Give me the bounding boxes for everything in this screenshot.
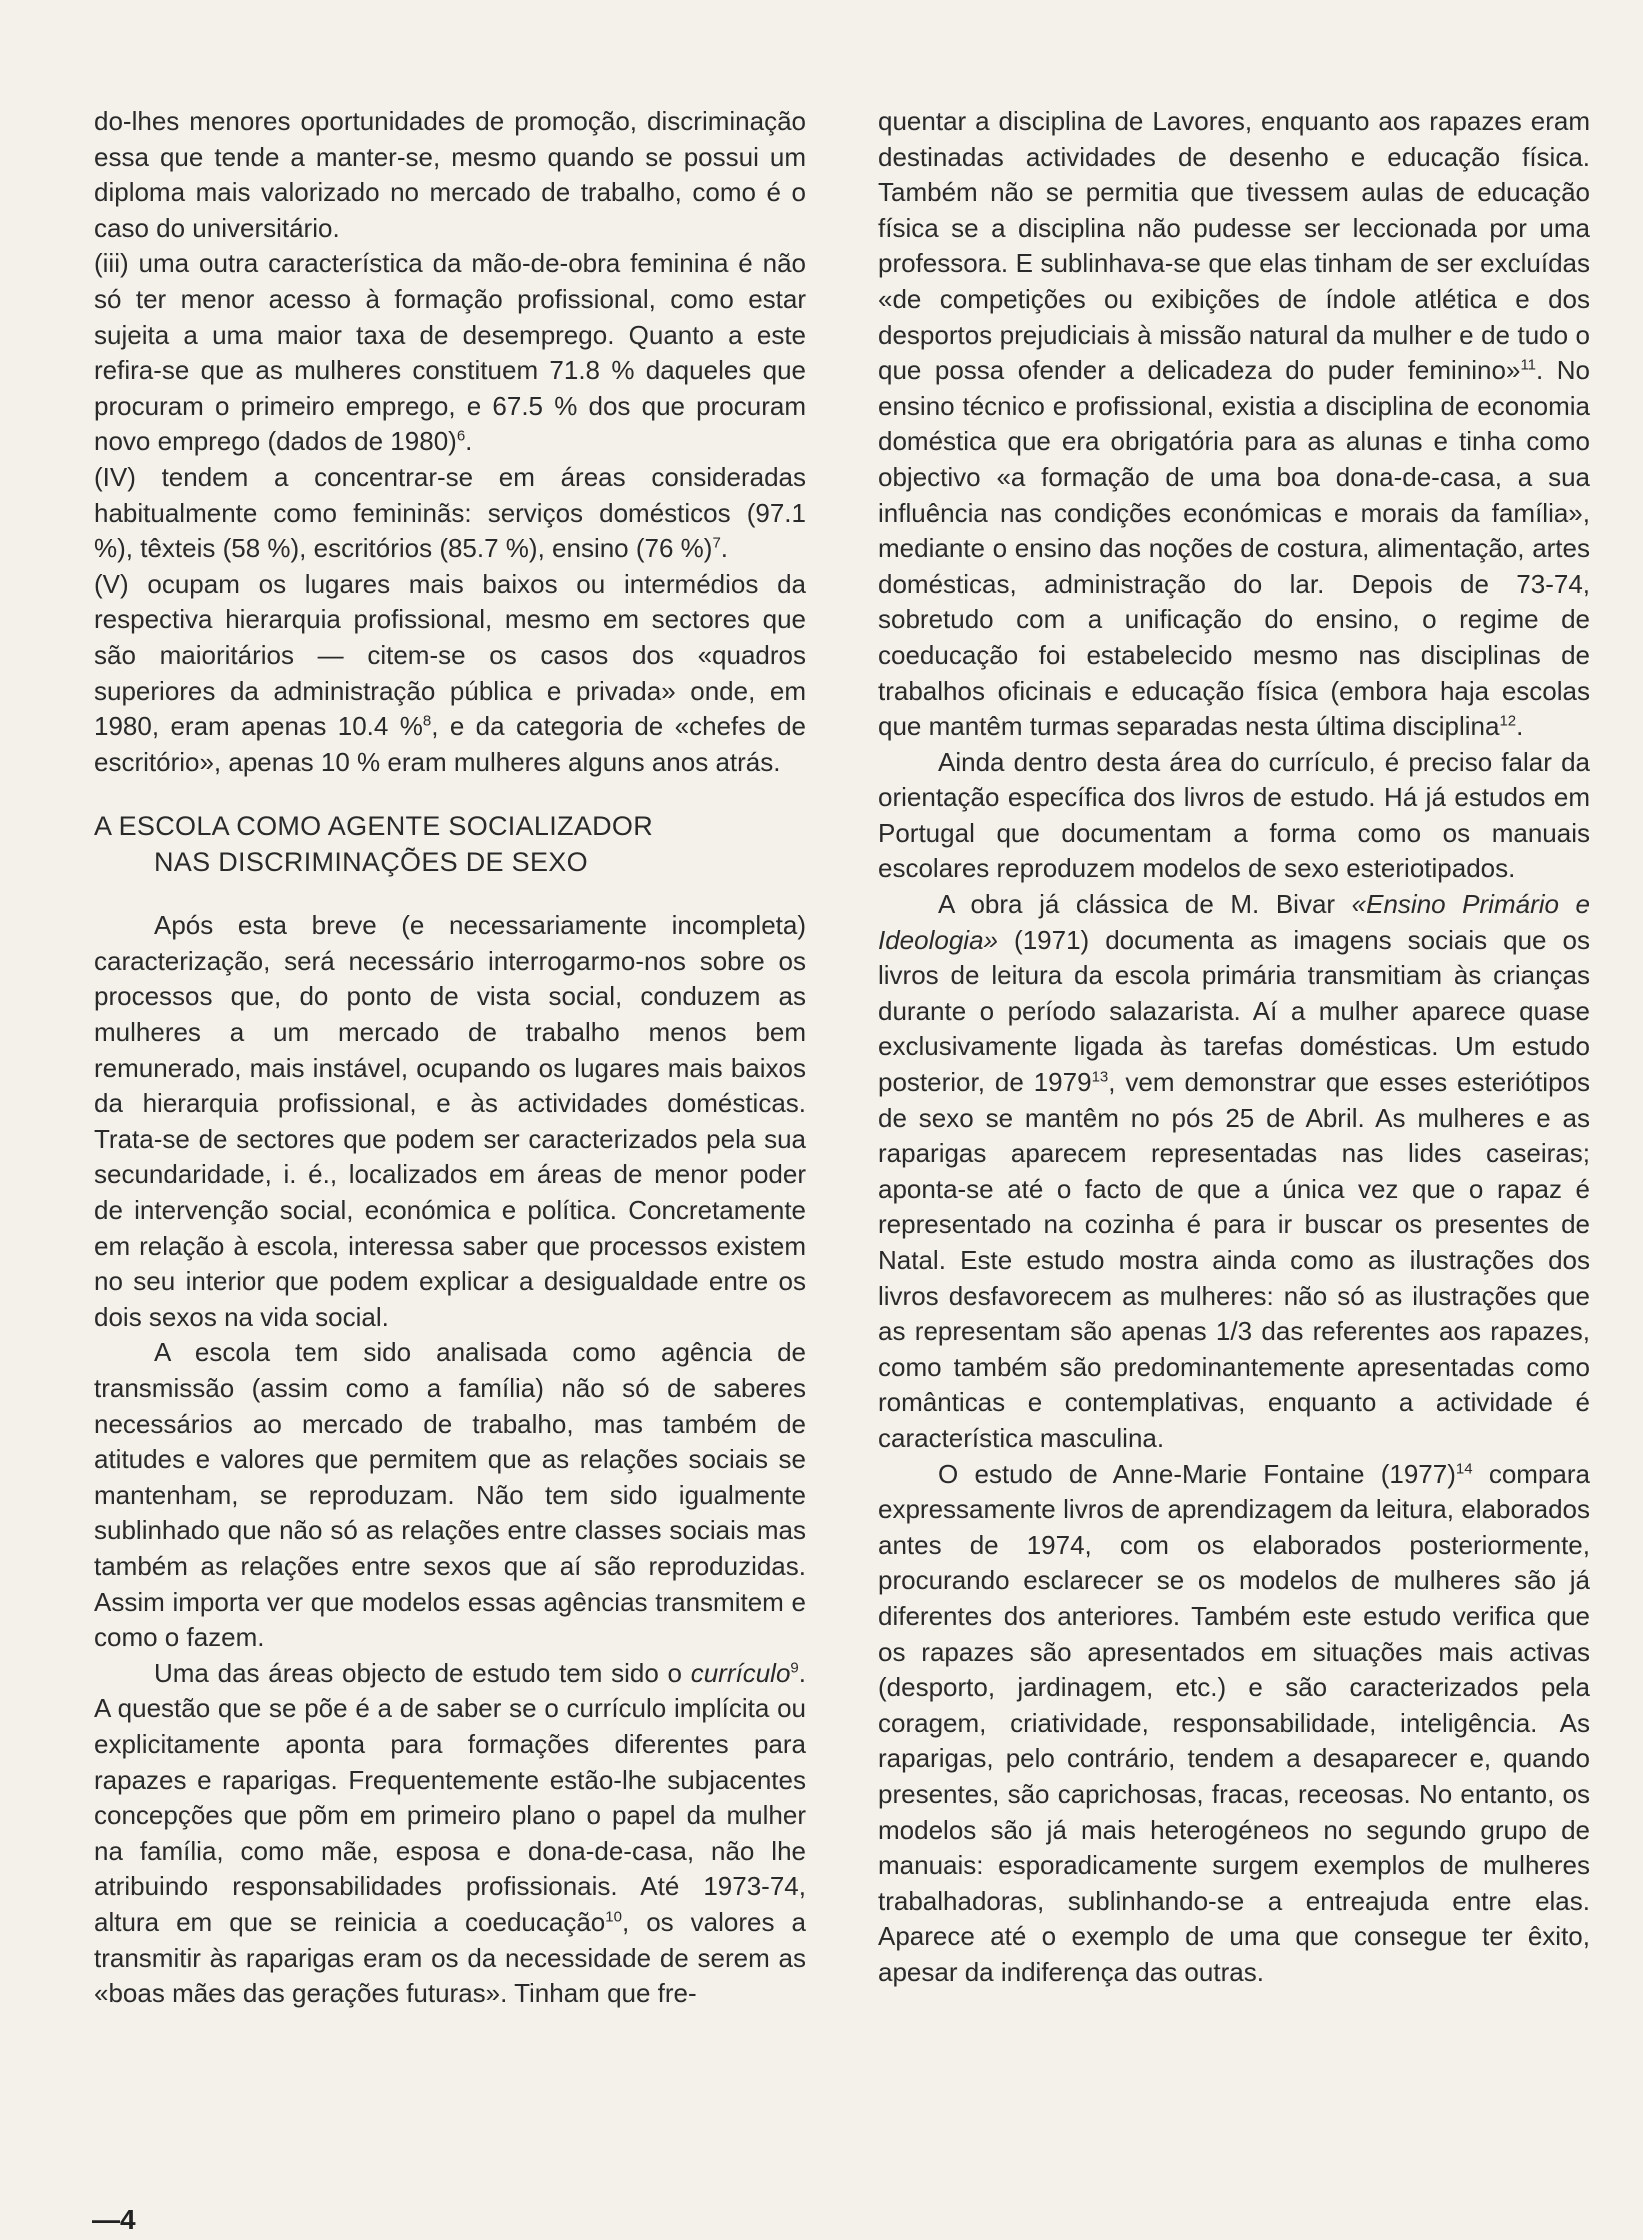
paragraph: quentar a disciplina de Lavores, enquanto aos rapazes eram destinadas actividades de desenho e educação física. Também não se permitia que tivessem aulas de educação física se a disciplina não pudesse ser leccionada por uma professora. E sublinhava-se que elas tinham de ser excluídas «de competições ou exibições de índole atlética e dos desportos prejudiciais à missão natural da mulher e de tudo o que possa ofender a delicadeza do puder feminino»$^{11}$. No ensino técnico e profissional, existia a disciplina de economia doméstica que era obrigatória para as alunas e tinha como objectivo «a formação de uma boa dona-de-casa, a sua influência nas condições económicas e morais da família», mediante o ensino das noções de costura, alimentação, artes domésticas, administração do lar. Depois de 73-74, sobretudo com a unificação do ensino, o regime de coeducação foi estabelecido mesmo nas disciplinas de trabalhos oficinais e educação física (embora haja escolas que mantêm turmas separadas nesta última disciplina$^{12}$.	[878, 106, 1591, 742]
page-number: —4	[92, 2204, 136, 2235]
section-heading-line-1: A ESCOLA COMO AGENTE SOCIALIZADOR	[94, 811, 654, 842]
footnote-ref: 7	[712, 534, 721, 552]
left-column	[94, 104, 806, 2012]
footnote-ref: 8	[422, 712, 432, 730]
italic-term: currículo	[690, 1657, 791, 1688]
list-item-iv: (IV) tendem a concentrar-se em áreas consideradas habitualmente como femininãs: serviços domésticos (97.1 %), têxteis (58 %), escritórios (85.7 %), ensino (76 %)$^7$.	[94, 461, 806, 564]
list-item-iii: (iii) uma outra característica da mão-de-obra feminina é não só ter menor acesso à formação profissional, como estar sujeita a uma maior taxa de desemprego. Quanto a este refira-se que as mulheres constituem 71.8 % daqueles que procuram o primeiro emprego, e 67.5 % dos que procuram novo emprego (dados de 1980)$^6$.	[94, 248, 806, 457]
section-heading-line-2: NAS DISCRIMINAÇÕES DE SEXO	[154, 847, 588, 878]
footnote-ref: 10	[605, 1908, 622, 1926]
paragraph: O estudo de Anne-Marie Fontaine $(1977)^{14}$ compara expressamente livros de aprendizagem da leitura, elaborados antes de 1974, com os elaborados posteriormente, procurando esclarecer se os modelos de mulheres são já diferentes dos anteriores. Também este estudo verifica que os rapazes são apresentados em situações mais activas (desporto, jardinagem, etc.) e são caracterizados pela coragem, criatividade, responsabilidade, inteligência. As raparigas, pelo contrário, tendem a desaparecer e, quando presentes, são caprichosas, fracas, receosas. No entanto, os modelos são já mais heterogéneos no segundo grupo de manuais: esporadicamente surgem exemplos de mulheres trabalhadoras, sublinhando-se a entreajuda entre elas. Aparece até o exemplo de uma que consegue ter êxito, apesar da indiferença das outras.	[878, 1458, 1590, 1987]
paragraph: A obra já clássica de M. Bivar «Ensino Primário e Ideologia» (1971) documenta as imagens sociais que os livros de leitura da escola primária transmitiam às crianças durante o período salazarista. Aí a mulher aparece quase exclusivamente ligada às tarefas domésticas. Um estudo posterior, de 1979$^{13}$, vem demonstrar que esses esteriótipos de sexo se mantêm no pós 25 de Abril. As mulheres e as raparigas aparecem representadas nas lides caseiras; aponta-se até o facto de que a única vez que o rapaz é representado na cozinha é para ir buscar os presentes de Natal. Este estudo mostra ainda como as ilustrações dos livros desfavorecem as mulheres: não só as ilustrações que as representam são apenas 1/3 das referentes aos rapazes, como também são predominantemente apresentadas como românticas e contemplativas, enquanto a actividade é característica masculina.	[878, 889, 1591, 1453]
footnote-ref: 6	[456, 427, 466, 445]
footnote-ref: 11	[1520, 356, 1537, 374]
right-column	[878, 104, 1590, 1990]
footnote-ref: 13	[1091, 1068, 1109, 1086]
footnote-ref: 12	[1499, 712, 1517, 730]
footnote-ref: 9	[790, 1659, 799, 1677]
paragraph: Após esta breve (e necessariamente incompleta) caracterização, será necessário interrogarmo-nos sobre os processos que, do ponto de vista social, conduzem as mulheres a um mercado de trabalho menos bem remunerado, mais instável, ocupando os lugares mais baixos da hierarquia profissional, e às actividades domésticas. Trata-se de sectores que podem ser caracterizados pela sua secundaridade, i. é., localizados em áreas de menor poder de intervenção social, económica e política. Concretamente em relação à escola, interessa saber que processos existem no seu interior que podem explicar a desigualdade entre os dois sexos na vida social.	[94, 910, 806, 1332]
italic-title: «Ensino Primário e Ideologia»	[878, 889, 1590, 955]
paragraph: Ainda dentro desta área do currículo, é preciso falar da orientação específica dos livros de estudo. Há já estudos em Portugal que documentam a forma como os manuais escolares reproduzem modelos de sexo esteriotipados.	[878, 746, 1590, 884]
footnote-ref: 14	[1455, 1459, 1473, 1477]
paragraph: Uma das áreas objecto de estudo tem sido o currículo$^9$. A questão que se põe é a de saber se o currículo implícita ou explicitamente aponta para formações diferentes para rapazes e raparigas. Frequentemente estão-lhe subjacentes concepções que põm em primeiro plano o papel da mulher na família, como mãe, esposa e dona-de-casa, não lhe atribuindo responsabilidades profissionais. Até 1973-74, altura em que se reinicia a coeducação$^{10}$, os valores a transmitir às raparigas eram os da necessidade de serem as «boas mães das gerações futuras». Tinham que fre-	[94, 1657, 806, 2009]
list-item-v: (V) ocupam os lugares mais baixos ou intermédios da respectiva hierarquia profissional, mesmo em sectores que são maioritários — citem-se os casos dos «quadros superiores da administração pública e privada» onde, em 1980, eram apenas 10.4 %$^8$, e da categoria de «chefes de escritório», apenas 10 % eram mulheres alguns anos atrás.	[94, 568, 807, 777]
paragraph: A escola tem sido analisada como agência de transmissão (assim como a família) não só de saberes necessários ao mercado de trabalho, mas também de atitudes e valores que permitem que as relações sociais se mantenham, se reproduzam. Não tem sido igualmente sublinhado que não só as relações entre classes sociais mas também as relações entre sexos que aí são reproduzidas. Assim importa ver que modelos essas agências transmitem e como o fazem.	[94, 1337, 806, 1653]
section-heading	[94, 808, 806, 880]
paragraph: do-lhes menores oportunidades de promoção, discriminação essa que tende a manter-se, mesmo quando se possui um diploma mais valorizado no mercado de trabalho, como é o caso do universitário.	[94, 106, 806, 243]
